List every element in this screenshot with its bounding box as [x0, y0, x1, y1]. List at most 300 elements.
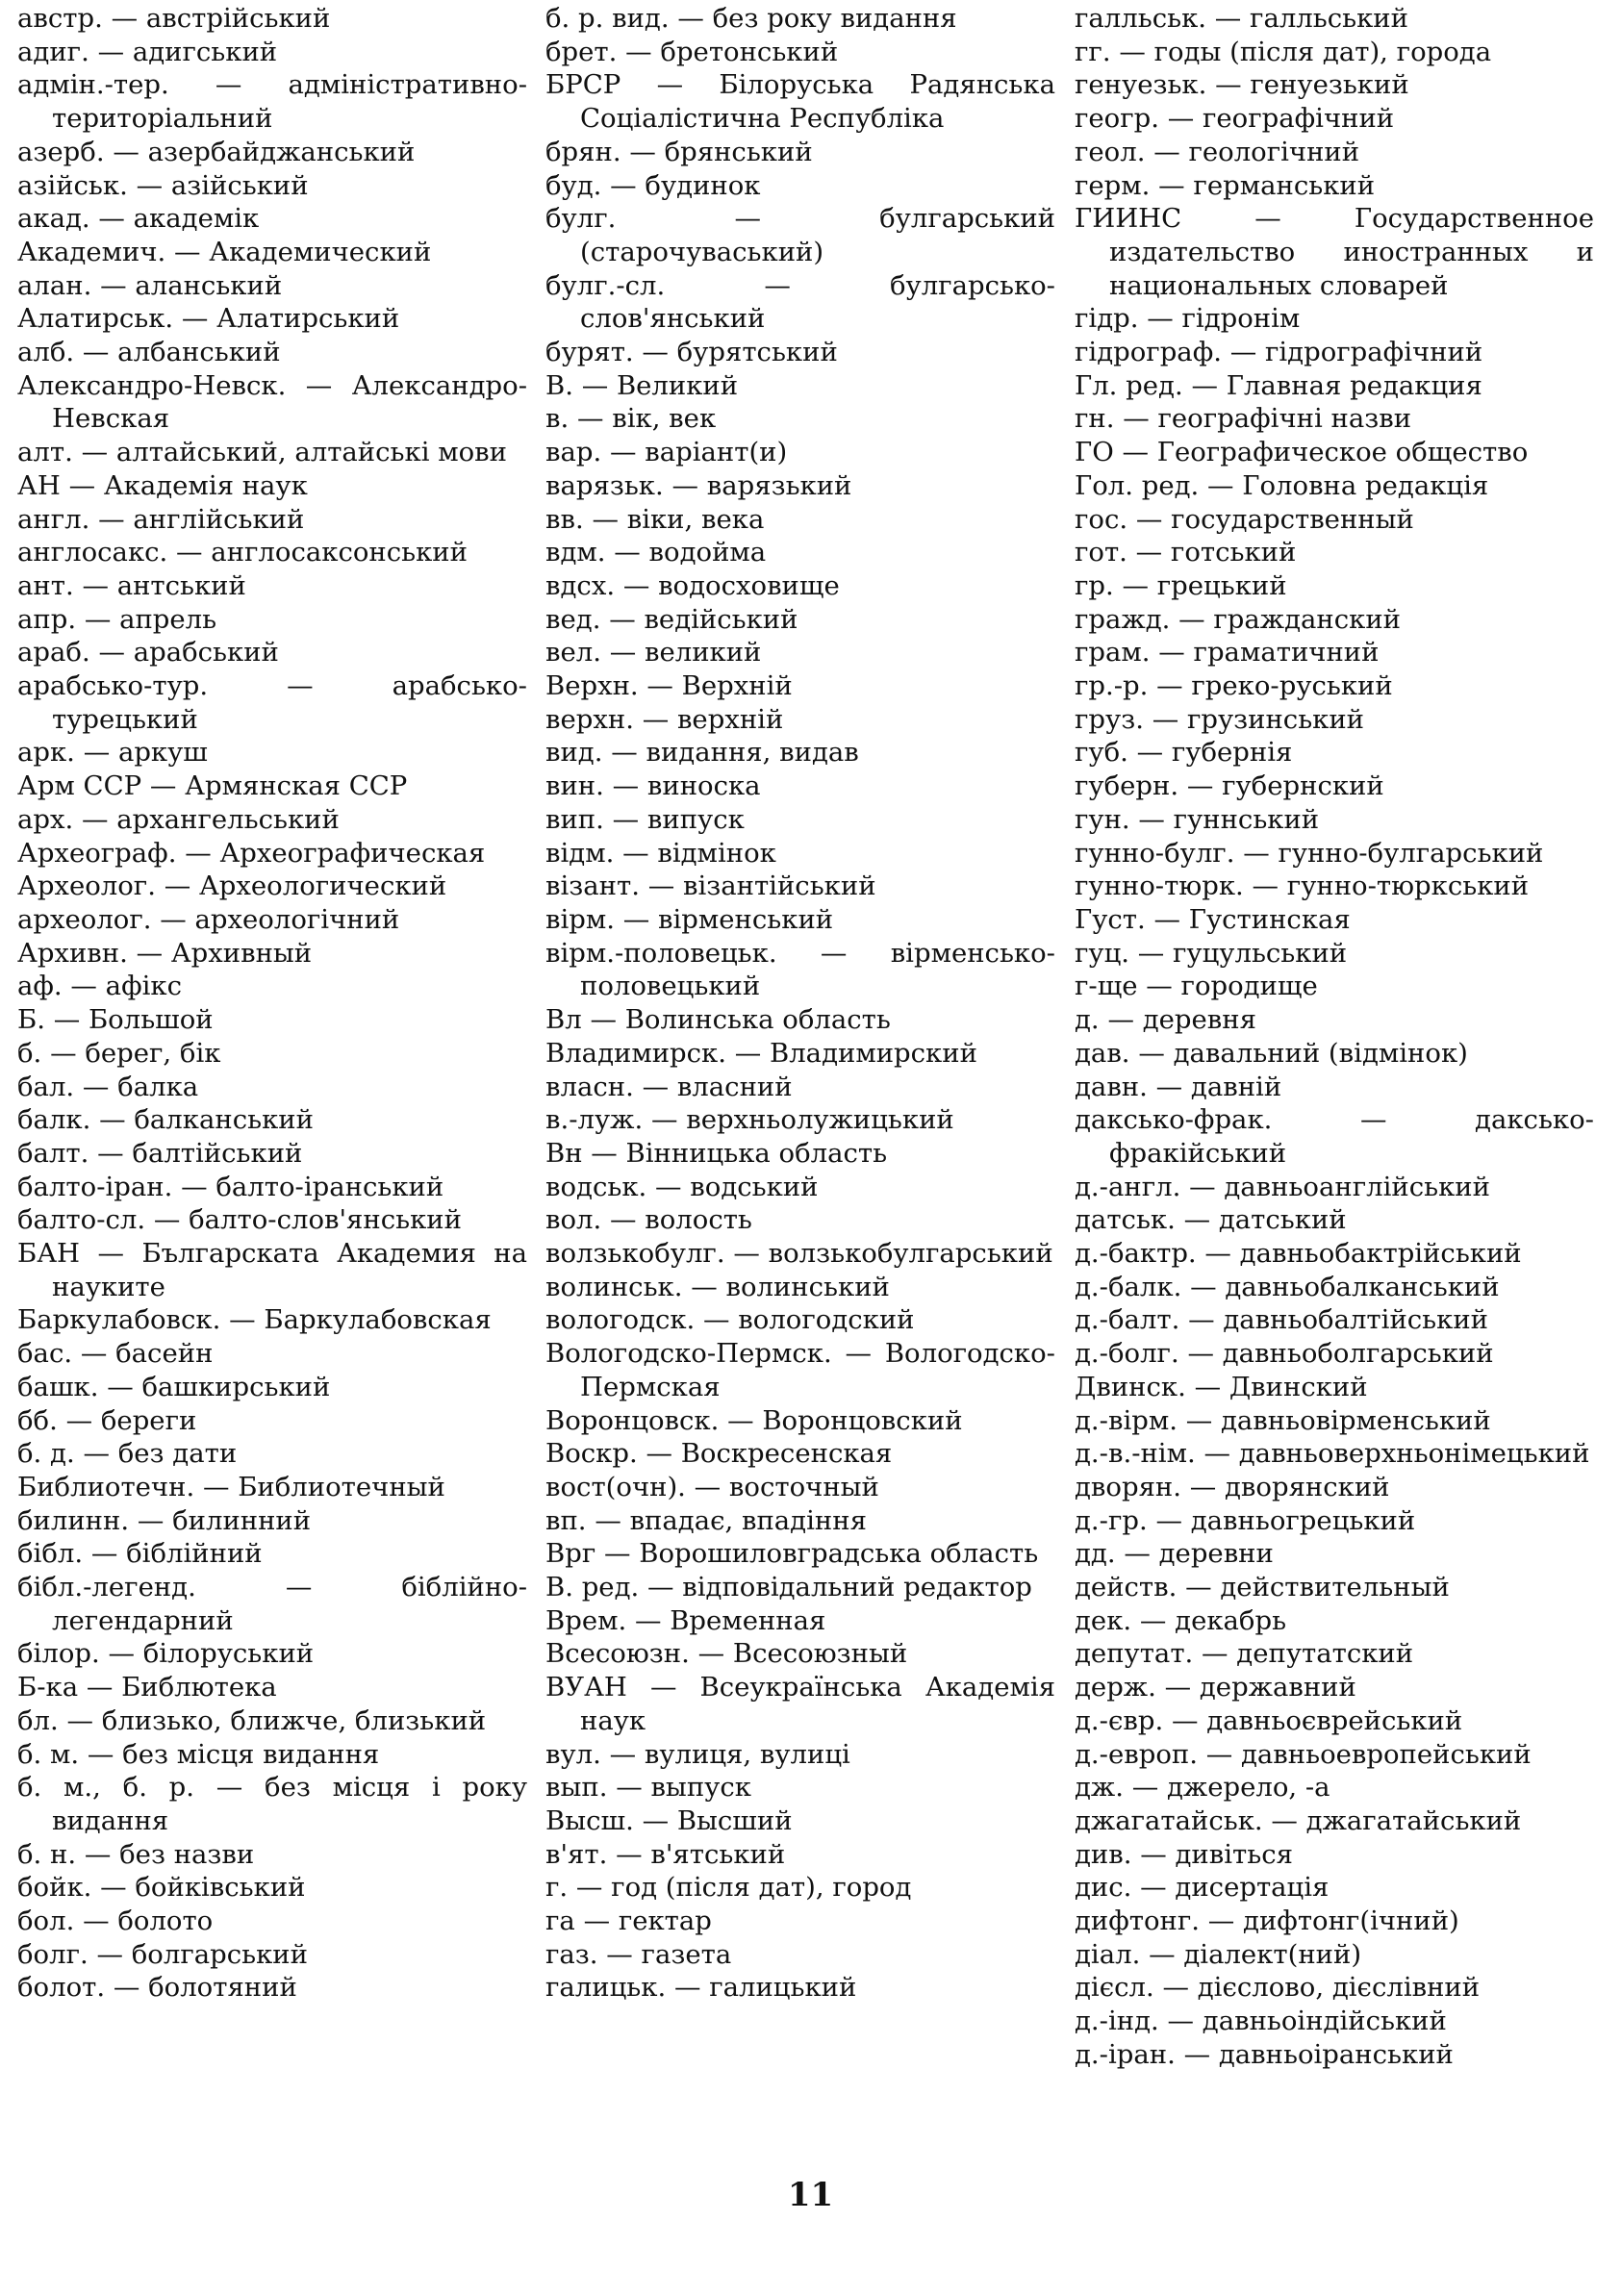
- abbreviation-entry: [545, 369, 1055, 403]
- entry-separator: —: [1190, 1271, 1217, 1302]
- entry-definition: граматичний: [1193, 637, 1380, 669]
- abbreviation-entry: [17, 1237, 527, 1303]
- entry-definition: без місця видання: [122, 1738, 380, 1770]
- abbreviation-entry: [545, 1137, 1055, 1171]
- abbreviation-entry: [1075, 536, 1594, 569]
- entry-term: геол.: [1075, 136, 1146, 167]
- entry-separator: —: [609, 637, 637, 669]
- abbreviation-entry: [17, 1071, 527, 1104]
- abbreviation-entry: [1075, 1571, 1594, 1604]
- entry-separator: —: [1155, 1071, 1183, 1102]
- entry-definition: видання, видав: [646, 737, 859, 769]
- abbreviation-entry: [17, 1838, 527, 1872]
- entry-separator: —: [98, 503, 125, 535]
- entry-definition: адигський: [132, 36, 278, 67]
- entry-term: д.-інд.: [1075, 2006, 1159, 2037]
- entry-term: в.: [545, 403, 570, 435]
- entry-term: дієсл.: [1075, 1972, 1154, 2004]
- entry-definition: Временная: [670, 1604, 826, 1636]
- entry-definition: балка: [117, 1071, 199, 1102]
- abbreviation-entry: [545, 1771, 1055, 1804]
- entry-separator: —: [215, 69, 242, 101]
- entry-term: б. н.: [17, 1838, 77, 1870]
- entry-separator: —: [97, 36, 125, 67]
- entry-definition: давньоіранський: [1218, 2038, 1454, 2070]
- entry-separator: —: [1207, 1905, 1235, 1937]
- entry-term: алан.: [17, 269, 92, 301]
- entry-definition: біблійний: [126, 1538, 263, 1570]
- entry-term: В. ред.: [545, 1572, 640, 1603]
- entry-definition: біблійно-легендарний: [52, 1572, 527, 1636]
- abbreviation-entry: [545, 202, 1055, 268]
- entry-separator: —: [1194, 1371, 1222, 1402]
- entry-definition: деревня: [1142, 1004, 1256, 1036]
- abbreviation-entry: [1075, 803, 1594, 837]
- abbreviation-entry: [1075, 1938, 1594, 1972]
- entry-separator: —: [691, 1271, 718, 1302]
- entry-separator: —: [97, 1238, 124, 1270]
- entry-separator: —: [1252, 870, 1279, 902]
- abbreviation-entry: [1075, 202, 1594, 302]
- entry-definition: Всеукраїнська Академія наук: [580, 1672, 1055, 1736]
- entry-term: губерн.: [1075, 770, 1179, 802]
- entry-separator: —: [107, 1371, 134, 1402]
- entry-definition: Библютека: [121, 1672, 277, 1703]
- entry-term: б. м.: [17, 1738, 80, 1770]
- entry-definition: вулиця, вулиці: [644, 1738, 850, 1770]
- entry-term: див.: [1075, 1838, 1132, 1870]
- entry-term: Воронцовск.: [545, 1404, 720, 1436]
- entry-definition: Географическое общество: [1156, 437, 1529, 468]
- entry-separator: —: [1183, 1204, 1211, 1236]
- entry-separator: —: [647, 1572, 674, 1603]
- abbreviation-entry: [17, 436, 527, 469]
- entry-term: геогр.: [1075, 103, 1159, 135]
- entry-definition: антський: [116, 569, 246, 601]
- entry-separator: —: [609, 437, 637, 468]
- entry-term: австр.: [17, 3, 103, 34]
- entry-separator: —: [1119, 36, 1146, 67]
- entry-term: д.-іран.: [1075, 2038, 1176, 2070]
- entry-term: гун.: [1075, 803, 1130, 835]
- entry-separator: —: [656, 69, 684, 101]
- entry-separator: —: [113, 136, 139, 167]
- abbreviation-entry: [17, 1771, 527, 1837]
- entry-separator: —: [87, 1738, 114, 1770]
- entry-definition: городище: [1180, 971, 1318, 1002]
- entry-definition: Большой: [88, 1004, 214, 1036]
- entry-definition: гуцульський: [1173, 937, 1348, 969]
- abbreviation-entry: [17, 1337, 527, 1371]
- entry-definition: великий: [644, 637, 762, 669]
- entry-separator: —: [1189, 1471, 1217, 1502]
- entry-separator: —: [1167, 2006, 1195, 2037]
- entry-definition: давньоєврейський: [1206, 1704, 1463, 1736]
- entry-term: адиг.: [17, 36, 89, 67]
- entry-definition: губернский: [1222, 770, 1384, 802]
- abbreviation-entry: [1075, 1103, 1594, 1170]
- entry-separator: —: [66, 1704, 94, 1736]
- entry-term: азійськ.: [17, 169, 128, 201]
- entry-term: алт.: [17, 437, 73, 468]
- entry-separator: —: [96, 1938, 123, 1970]
- entry-term: Арм ССР: [17, 770, 142, 802]
- entry-separator: —: [68, 469, 96, 501]
- abbreviation-entry: [1075, 1271, 1594, 1304]
- entry-term: г.: [545, 1872, 569, 1904]
- entry-separator: —: [642, 703, 670, 735]
- entry-definition: афікс: [105, 971, 182, 1002]
- abbreviation-entry: [1075, 369, 1594, 403]
- abbreviation-entry: [1075, 2038, 1594, 2072]
- entry-definition: давальний (відмінок): [1173, 1037, 1468, 1069]
- entry-term: губ.: [1075, 737, 1128, 769]
- entry-term: Двинск.: [1075, 1371, 1186, 1402]
- entry-term: ГИИНС: [1075, 203, 1182, 235]
- entry-term: галльськ.: [1075, 3, 1207, 34]
- entry-term: д.-англ.: [1075, 1171, 1181, 1202]
- entry-term: д.: [1075, 1004, 1100, 1036]
- entry-definition: Высший: [676, 1804, 793, 1836]
- abbreviation-entry: [17, 1003, 527, 1037]
- abbreviation-entry: [17, 1637, 527, 1671]
- entry-term: вин.: [545, 770, 604, 802]
- entry-definition: Воскресенская: [680, 1438, 893, 1470]
- entry-term: адмін.-тер.: [17, 69, 169, 101]
- abbreviation-entry: [545, 1671, 1055, 1737]
- abbreviation-entry: [1075, 837, 1594, 870]
- entry-term: Вн: [545, 1137, 583, 1169]
- entry-definition: гідрографічний: [1264, 337, 1483, 368]
- entry-separator: —: [1140, 1872, 1167, 1904]
- abbreviation-entry: [17, 1671, 527, 1704]
- entry-definition: болото: [117, 1905, 214, 1937]
- abbreviation-entry: [17, 870, 527, 903]
- entry-separator: —: [84, 603, 112, 635]
- entry-term: вп.: [545, 1504, 587, 1536]
- abbreviation-entry: [1075, 870, 1594, 903]
- abbreviation-entry: [545, 1003, 1055, 1037]
- entry-separator: —: [1153, 136, 1180, 167]
- abbreviation-entry: [17, 1471, 527, 1504]
- abbreviation-entry: [545, 1037, 1055, 1071]
- entry-definition: Білоруська Радянська Соціалістична Республіка: [580, 69, 1055, 135]
- abbreviation-entry: [545, 1303, 1055, 1337]
- entry-separator: —: [694, 1471, 722, 1502]
- abbreviation-entry: [1075, 102, 1594, 136]
- entry-separator: —: [70, 971, 97, 1002]
- entry-separator: —: [622, 569, 650, 601]
- entry-term: действ.: [1075, 1572, 1178, 1603]
- entry-separator: —: [1204, 1238, 1231, 1270]
- entry-separator: —: [1122, 437, 1150, 468]
- entry-term: аф.: [17, 971, 63, 1002]
- entry-definition: Архивный: [170, 937, 313, 969]
- entry-separator: —: [595, 1504, 621, 1536]
- entry-separator: —: [80, 1338, 108, 1370]
- entry-term: гунно-тюрк.: [1075, 870, 1244, 902]
- entry-term: вірм.: [545, 903, 616, 935]
- entry-term: дж.: [1075, 1772, 1124, 1804]
- entry-separator: —: [1153, 903, 1180, 935]
- abbreviation-entry: [545, 703, 1055, 737]
- entry-term: арабсько-тур.: [17, 670, 209, 702]
- entry-definition: деревни: [1158, 1538, 1274, 1570]
- entry-definition: Головна редакція: [1242, 469, 1489, 501]
- entry-definition: відповідальний редактор: [682, 1572, 1032, 1603]
- abbreviation-entry: [545, 1171, 1055, 1204]
- entry-term: археолог.: [17, 903, 152, 935]
- entry-term: балто-сл.: [17, 1204, 146, 1236]
- entry-definition: гражданский: [1213, 603, 1401, 635]
- entry-definition: государственный: [1171, 503, 1414, 535]
- entry-term: Гл. ред.: [1075, 369, 1183, 401]
- abbreviation-entry: [1075, 1738, 1594, 1772]
- abbreviation-entry: [545, 569, 1055, 603]
- entry-separator: —: [1205, 1738, 1233, 1770]
- entry-separator: —: [622, 837, 649, 869]
- entry-definition: вологодский: [738, 1304, 915, 1336]
- entry-separator: —: [845, 1338, 873, 1370]
- abbreviation-entry: [1075, 169, 1594, 203]
- entry-definition: в'ятський: [650, 1838, 786, 1870]
- entry-separator: —: [649, 1672, 677, 1703]
- entry-term: візант.: [545, 870, 640, 902]
- abbreviation-entry: [17, 937, 527, 971]
- entry-separator: —: [53, 1004, 81, 1036]
- entry-separator: —: [583, 1905, 611, 1937]
- abbreviation-entry: [1075, 136, 1594, 169]
- entry-separator: —: [287, 670, 314, 702]
- entry-definition: без місця і року видання: [52, 1772, 528, 1836]
- abbreviation-entry: [17, 1905, 527, 1938]
- abbreviation-entry: [17, 636, 527, 669]
- abbreviation-entry: [545, 1938, 1055, 1972]
- entry-definition: джерело, -а: [1166, 1772, 1330, 1804]
- entry-definition: болгарський: [131, 1938, 308, 1970]
- entry-definition: грузинський: [1186, 703, 1365, 735]
- entry-separator: —: [1138, 1037, 1165, 1069]
- entry-separator: —: [82, 337, 110, 368]
- entry-separator: —: [108, 1638, 135, 1670]
- entry-separator: —: [611, 737, 638, 769]
- entry-definition: Археологический: [198, 870, 447, 902]
- entry-definition: архангельський: [116, 803, 340, 835]
- abbreviation-entry: [545, 1804, 1055, 1838]
- entry-term: б.: [17, 1037, 42, 1069]
- abbreviation-entry: [545, 536, 1055, 569]
- entry-definition: верхньолужицький: [686, 1104, 954, 1136]
- entry-separator: —: [1189, 1171, 1216, 1202]
- entry-term: Верхн.: [545, 670, 639, 702]
- entry-separator: —: [1243, 837, 1270, 869]
- abbreviation-entry: [545, 1237, 1055, 1271]
- entry-term: гот.: [1075, 537, 1127, 568]
- entry-definition: вірменський: [658, 903, 834, 935]
- entry-term: волинськ.: [545, 1271, 683, 1302]
- abbreviation-entry: [545, 870, 1055, 903]
- entry-term: БРСР: [545, 69, 621, 101]
- entry-separator: —: [1155, 1504, 1182, 1536]
- abbreviation-entry: [17, 536, 527, 569]
- entry-definition: відмінок: [657, 837, 776, 869]
- entry-definition: географічний: [1203, 103, 1395, 135]
- entry-term: азерб.: [17, 136, 105, 167]
- entry-separator: —: [97, 1137, 124, 1169]
- entry-definition: действительный: [1220, 1572, 1450, 1603]
- abbreviation-entry: [545, 503, 1055, 537]
- abbreviation-entry: [17, 1171, 527, 1204]
- entry-term: буд.: [545, 169, 602, 201]
- entry-definition: балканський: [134, 1104, 314, 1136]
- entry-term: вып.: [545, 1772, 608, 1804]
- abbreviation-entry: [17, 1871, 527, 1905]
- entry-definition: булгарсько-слов'янський: [580, 269, 1055, 335]
- entry-separator: —: [82, 803, 109, 835]
- entry-term: дифтонг.: [1075, 1905, 1201, 1937]
- entry-term: Археолог.: [17, 870, 156, 902]
- entry-separator: —: [1207, 469, 1234, 501]
- entry-term: англосакс.: [17, 537, 168, 568]
- entry-term: Гол. ред.: [1075, 469, 1200, 501]
- entry-term: булг.: [545, 203, 617, 235]
- entry-term: дис.: [1075, 1872, 1132, 1904]
- entry-separator: —: [153, 1204, 181, 1236]
- abbreviation-entry: [17, 903, 527, 937]
- entry-separator: —: [1178, 603, 1205, 635]
- entry-term: дек.: [1075, 1604, 1132, 1636]
- abbreviation-entry: [1075, 469, 1594, 503]
- entry-separator: —: [734, 1037, 762, 1069]
- entry-separator: —: [616, 1838, 643, 1870]
- entry-definition: Великий: [616, 369, 739, 401]
- abbreviation-entry: [1075, 1471, 1594, 1504]
- entry-definition: джагатайський: [1305, 1804, 1522, 1836]
- entry-term: вид.: [545, 737, 603, 769]
- entry-definition: давньоевропейський: [1240, 1738, 1532, 1770]
- entry-term: Всесоюзн.: [545, 1638, 690, 1670]
- entry-separator: —: [164, 870, 191, 902]
- entry-separator: —: [647, 870, 675, 902]
- entry-separator: —: [100, 1872, 127, 1904]
- entry-separator: —: [1167, 103, 1195, 135]
- entry-separator: —: [703, 1304, 730, 1336]
- entry-term: б. д.: [17, 1438, 75, 1470]
- entry-term: бал.: [17, 1071, 75, 1102]
- abbreviation-entry: [545, 336, 1055, 369]
- entry-definition: азербайджанський: [147, 136, 416, 167]
- entry-separator: —: [113, 1972, 140, 2004]
- entry-separator: —: [1124, 1538, 1151, 1570]
- entry-term: балто-іран.: [17, 1171, 173, 1202]
- entry-term: гунно-булг.: [1075, 837, 1235, 869]
- entry-term: бас.: [17, 1338, 73, 1370]
- entry-term: дворян.: [1075, 1471, 1181, 1502]
- abbreviation-entry: [545, 1537, 1055, 1571]
- entry-definition: давньоанглійський: [1224, 1171, 1490, 1202]
- abbreviation-entry: [1075, 1771, 1594, 1804]
- entry-term: вул.: [545, 1738, 601, 1770]
- abbreviation-entry: [17, 770, 527, 803]
- entry-definition: Государственное издательство иностранных и национальных словарей: [1109, 203, 1594, 301]
- entry-definition: газета: [641, 1938, 732, 1970]
- abbreviation-entry: [545, 903, 1055, 937]
- entry-separator: —: [82, 569, 109, 601]
- entry-definition: білоруський: [142, 1638, 315, 1670]
- entry-separator: —: [111, 3, 139, 34]
- entry-separator: —: [764, 269, 791, 301]
- entry-definition: дисертація: [1175, 1872, 1330, 1904]
- abbreviation-entry: [1075, 436, 1594, 469]
- entry-definition: болотяний: [148, 1972, 297, 2004]
- entry-term: Вологодско-Пермск.: [545, 1338, 832, 1370]
- entry-term: Библиотечн.: [17, 1471, 195, 1502]
- abbreviation-entry: [1075, 36, 1594, 69]
- entry-term: бойк.: [17, 1872, 92, 1904]
- entry-term: д.-балк.: [1075, 1271, 1182, 1302]
- column-1: [17, 2, 527, 2005]
- entry-term: вірм.-половецьк.: [545, 937, 777, 969]
- entry-definition: верхній: [676, 703, 784, 735]
- entry-term: гос.: [1075, 503, 1128, 535]
- entry-term: волзькобулг.: [545, 1238, 725, 1270]
- abbreviation-entry: [545, 1437, 1055, 1471]
- entry-definition: балтійський: [132, 1137, 303, 1169]
- abbreviation-entry: [17, 269, 527, 303]
- entry-term: болг.: [17, 1938, 89, 1970]
- entry-definition: гунно-тюркський: [1286, 870, 1530, 902]
- abbreviation-entry: [545, 837, 1055, 870]
- abbreviation-entry: [545, 1103, 1055, 1137]
- entry-term: вип.: [545, 803, 604, 835]
- entry-definition: геологічний: [1188, 136, 1360, 167]
- abbreviation-entry: [1075, 1671, 1594, 1704]
- entry-definition: близько, ближче, близький: [101, 1704, 487, 1736]
- abbreviation-entry: [17, 1738, 527, 1772]
- abbreviation-entry: [1075, 903, 1594, 937]
- entry-definition: год (після дат), город: [611, 1872, 912, 1904]
- abbreviation-entry: [17, 1437, 527, 1471]
- entry-term: БАН: [17, 1238, 81, 1270]
- entry-term: гуц.: [1075, 937, 1130, 969]
- entry-term: Археограф.: [17, 837, 177, 869]
- abbreviation-entry: [1075, 970, 1594, 1003]
- entry-definition: вік, век: [612, 403, 717, 435]
- entry-definition: волость: [645, 1204, 752, 1236]
- entry-definition: Археографическая: [219, 837, 486, 869]
- entry-separator: —: [1122, 569, 1150, 601]
- entry-term: араб.: [17, 637, 90, 669]
- entry-definition: Алатирський: [216, 303, 400, 335]
- entry-term: гн.: [1075, 403, 1115, 435]
- entry-separator: —: [1140, 1838, 1167, 1870]
- abbreviation-entry: [1075, 1337, 1594, 1371]
- entry-definition: будинок: [645, 169, 761, 201]
- abbreviation-entry: [1075, 770, 1594, 803]
- entry-term: білор.: [17, 1638, 100, 1670]
- entry-separator: —: [83, 737, 111, 769]
- entry-definition: географічні назви: [1157, 403, 1412, 435]
- entry-definition: Баркулабовская: [264, 1304, 492, 1336]
- entry-term: вел.: [545, 637, 601, 669]
- entry-term: Алатирськ.: [17, 303, 174, 335]
- entry-separator: —: [1131, 1772, 1159, 1804]
- entry-separator: —: [581, 369, 609, 401]
- entry-definition: бойківський: [135, 1872, 306, 1904]
- entry-definition: англійський: [133, 503, 305, 535]
- entry-separator: —: [592, 503, 619, 535]
- entry-definition: Академический: [209, 236, 432, 267]
